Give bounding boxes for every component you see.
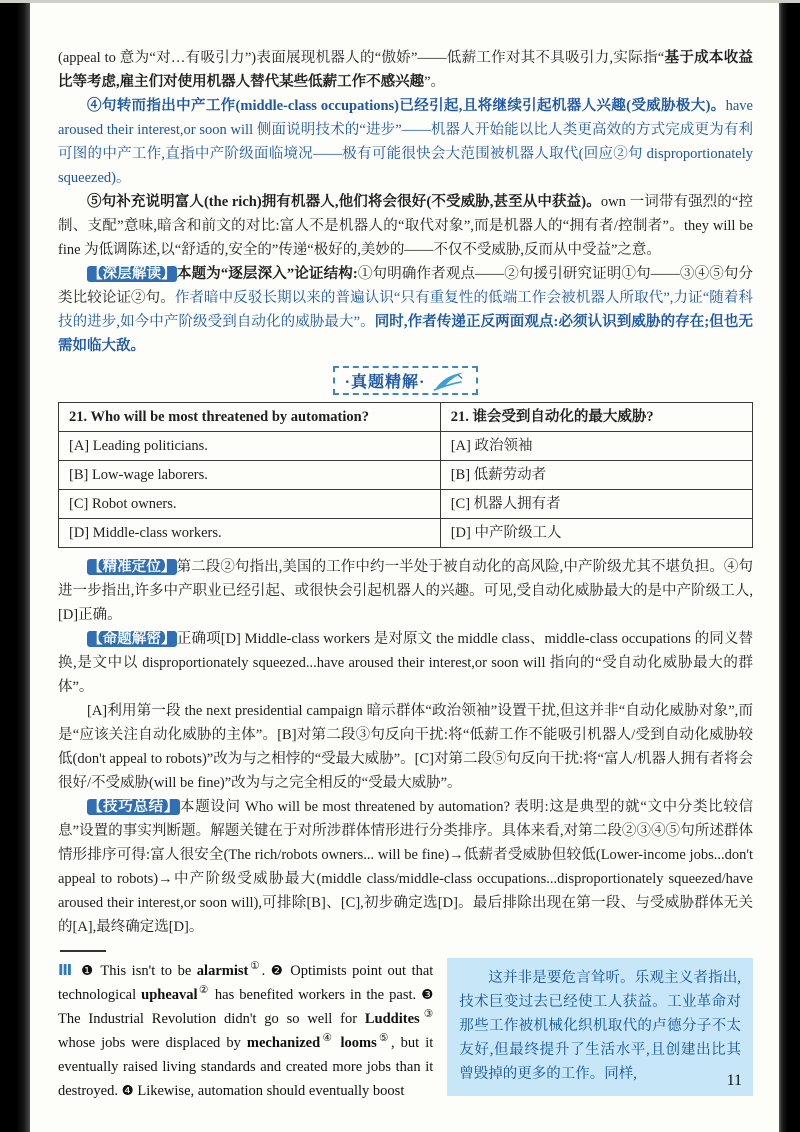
option-c-zh: [C] 机器人拥有者	[440, 490, 752, 519]
option-d-en: [D] Middle-class workers.	[59, 519, 441, 548]
option-a-zh: [A] 政治领袖	[440, 432, 752, 461]
page-content	[30, 0, 779, 1132]
analysis-lead-bold: ⑤句补充说明富人(the rich)拥有机器人,他们将会很好(不受威胁,甚至从中获益)。	[87, 194, 601, 210]
passage-english-column	[58, 958, 433, 1103]
section-title-badge	[333, 366, 479, 395]
option-c-en: [C] Robot owners.	[59, 490, 441, 519]
passage-text: Likewise, automation should eventually boost	[133, 1083, 405, 1099]
explanation-secret-paragraph	[58, 627, 753, 699]
vocab-word-luddites: Luddites	[364, 1011, 420, 1027]
analysis-blue-text: 作者暗中反驳长期以来的普遍认识“只有重复性的低端工作会被机器人所取代”,力证“随着科技的进步,如今中产阶级受到自动化的威胁最大”。	[58, 290, 753, 330]
analysis-paragraph-appeal	[58, 46, 753, 94]
sentence-number-3: ❸	[421, 987, 434, 1003]
explanation-text: 本题设问 Who will be most threatened by automation? 表明:这是典型的就“文中分类比较信息”设置的事实判断题。解题关键在于对所涉群体情形进行分类排序。具体来看,对第二段②③④⑤句所述群体情形排序可得:富人很安全(The rich/robots owners... will be fine)→低薪者受威胁但较低(Lower-income jobs...don't appeal to robots)→中产阶级受威胁最大(middle class/middle-class occupations...disproportionately squeezed/have aroused their interest,or soon will),可排除[B]、[C],初步确定选[D]。最后排除出现在第一段、与受威胁群体无关的[A],最终确定选[D]。	[58, 799, 753, 935]
passage-section	[58, 958, 753, 1103]
analysis-paragraph-deep-reading	[58, 262, 753, 358]
question-row	[59, 403, 753, 432]
vocab-footnote-4: ④	[320, 1032, 335, 1045]
passage-text: Optimists point out that technological	[58, 963, 434, 1003]
explanation-locate-paragraph	[58, 555, 753, 627]
passage-paragraph	[58, 958, 433, 1103]
translation-box	[447, 958, 753, 1096]
section-title-label: ·真题精解·	[344, 374, 426, 391]
explanation-distractors-paragraph	[58, 699, 753, 795]
vocab-word-alarmist: alarmist	[196, 963, 249, 979]
secret-badge: 【命题解密】	[88, 631, 176, 647]
skill-badge: 【技巧总结】	[88, 799, 180, 815]
locate-badge: 【精准定位】	[88, 559, 176, 575]
passage-text: This isn't to be	[95, 963, 197, 979]
analysis-text: ①句明确作者观点——②句援引研究证明①句——③④⑤句分类比较论证②句。	[58, 266, 754, 306]
option-row-c	[59, 490, 753, 519]
analysis-text: ”。	[424, 74, 446, 90]
analysis-text: (appeal to 意为“对…有吸引力”)表面展现机器人的“傲娇”——低薪工作对其不具吸引力,实际指“	[58, 50, 665, 66]
scan-edge-top	[0, 0, 800, 3]
page-number: 11	[726, 1072, 742, 1089]
vocab-footnote-3: ③	[419, 1008, 434, 1021]
analysis-lead-bold: 本题为“逐层深入”论证结构:	[176, 266, 358, 282]
question-text-zh: 21. 谁会受到自动化的最大威胁?	[440, 403, 752, 432]
explanation-text: [A]利用第一段 the next presidential campaign 暗示群体“政治领袖”设置干扰,但这并非“自动化威胁对象”,而是“应该关注自动化威胁的主体”。[B]对第二段③句反向干扰:将“低薪工作不能吸引机器人/受到自动化威胁较低(don't appeal to robots)”改为与之相悖的“受最大威胁”。[C]对第二段⑤句反向干扰:将“富人/机器人拥有者将会很好/不受威胁(will be fine)”改为与之完全相反的“受最大威胁”。	[58, 703, 753, 791]
question-table	[58, 402, 753, 548]
deep-reading-badge: 【深层解读】	[88, 266, 176, 282]
passage-text: The Industrial Revolution didn't go so well for	[58, 1011, 365, 1027]
sentence-number-1: ❶	[81, 963, 96, 979]
vocab-word-mechanized: mechanized	[246, 1035, 321, 1051]
question-text-en: 21. Who will be most threatened by automation?	[59, 403, 441, 432]
explanation-skill-paragraph	[58, 795, 753, 939]
scan-edge-right	[779, 0, 800, 1132]
option-row-d	[59, 519, 753, 548]
sentence-number-4: ❹	[121, 1083, 134, 1099]
analysis-lead-bold: ④句转而指出中产工作(middle-class occupations)已经引起,且将继续引起机器人兴趣(受威胁极大)。	[87, 98, 726, 114]
analysis-blue-bold-text: 同时,作者传递正反两面观点:必须认识到威胁的存在;但也无需如临大敌。	[58, 314, 753, 354]
option-b-zh: [B] 低薪劳动者	[440, 461, 752, 490]
explanation-text: 正确项[D] Middle-class workers 是对原文 the middle class、middle-class occupations 的同义替换,是文中以 disproportionately squeezed...have aroused their interest,or soon will 指向的“受自动化威胁最大的群体”。	[58, 631, 754, 695]
separator-line	[60, 950, 106, 952]
option-row-b	[59, 461, 753, 490]
analysis-paragraph-sentence4	[58, 94, 753, 190]
vocab-word-looms: looms	[340, 1035, 377, 1051]
sentence-number-2: ❷	[270, 963, 285, 979]
pen-icon	[432, 371, 466, 391]
passage-text: .	[261, 963, 271, 979]
scan-edge-left	[0, 0, 30, 1132]
vocab-footnote-5: ⑤	[376, 1032, 391, 1045]
analysis-text: own 一词带有强烈的“控制、支配”意味,暗含和前文的对比:富人不是机器人的“取代对象”,而是机器人的“拥有者/控制者”。they will be fine 为低调陈述,以“舒适的,安全的”传递“极好的,美妙的——不仅不受威胁,反而从中受益”之意。	[58, 194, 753, 258]
passage-text: whose jobs were displaced by	[58, 1035, 247, 1051]
explanation-text: 第二段②句指出,美国的工作中约一半处于被自动化的高风险,中产阶级尤其不堪负担。④句进一步指出,许多中产职业已经引起、或很快会引起机器人的兴趣。可见,受自动化威胁最大的是中产阶级工人,[D]正确。	[58, 559, 754, 623]
passage-text: , but it eventually raised living standards and created more jobs than it destroyed.	[58, 1035, 434, 1099]
vocab-footnote-2: ②	[197, 984, 210, 997]
option-d-zh: [D] 中产阶级工人	[440, 519, 752, 548]
option-row-a	[59, 432, 753, 461]
vocab-footnote-1: ①	[248, 960, 262, 973]
option-b-en: [B] Low-wage laborers.	[59, 461, 441, 490]
passage-text: has benefited workers in the past.	[209, 987, 422, 1003]
paragraph-number-marker: Ⅲ	[58, 961, 75, 979]
vocab-word-upheaval: upheaval	[141, 987, 198, 1003]
analysis-bold-text: 基于成本收益比等考虑,雇主们对使用机器人替代某些低薪工作不感兴趣	[58, 50, 754, 90]
translation-text: 这并非是要危言耸听。乐观主义者指出,技术巨变过去已经使工人获益。工业革命对那些工作被机械化织机取代的卢德分子不太友好,但最终提升了生活水平,且创建出比其曾毁掉的更多的工作。同样,	[459, 970, 741, 1082]
analysis-text: have aroused their interest,or soon will 侧面说明技术的“进步”——机器人开始能以比人类更高效的方式完成更为有利可图的中产工作,直指中产阶级面临境况——极有可能很快会大范围被机器人取代(回应②句 disproportionately squeezed)。	[58, 98, 753, 186]
analysis-paragraph-sentence5	[58, 190, 753, 262]
option-a-en: [A] Leading politicians.	[59, 432, 441, 461]
section-header	[58, 366, 753, 395]
